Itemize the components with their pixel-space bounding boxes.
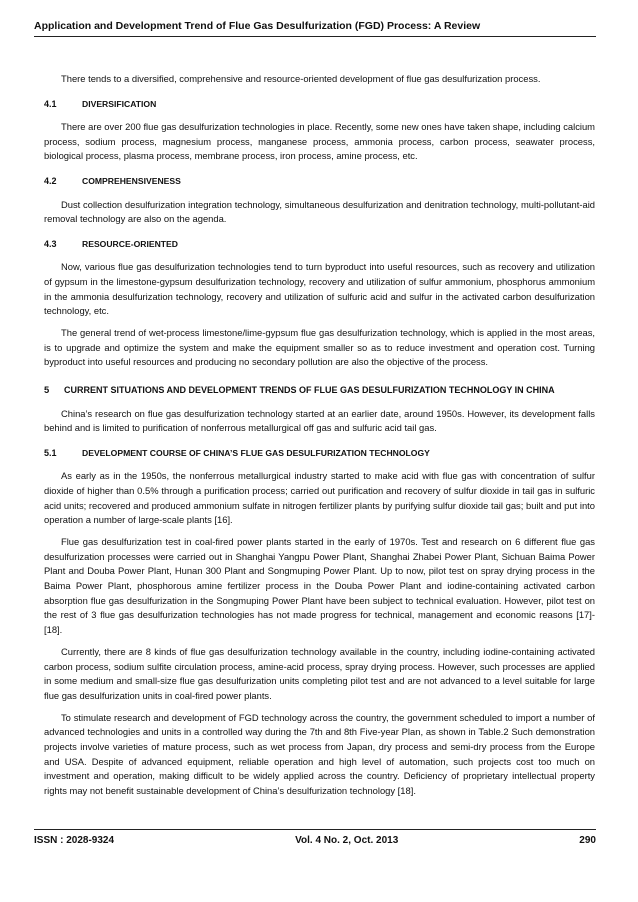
section-number: 5.1 — [44, 447, 57, 458]
section-title: DIVERSIFICATION — [82, 98, 157, 109]
paragraph: Currently, there are 8 kinds of flue gas desulfurization technology available in the country, including iodine-containing activated carbon process, sodium sulfite circulation process, amine-acid process, spray drying process. However, such processes are applied in some medium and small-size flue gas desulfurization units completing pilot test and are not advanced to a level suitable for large flue gas desulfurization units in coal-fired power plants. — [44, 645, 595, 701]
section-number: 4.3 — [44, 238, 57, 249]
paragraph: The general trend of wet-process limestone/lime-gypsum flue gas desulfurization technology, which is applied in the most areas, is to upgrade and optimize the system and make the equipment smaller so as to reduce investment and operation cost. Turning byproduct into useful resources and producing no secondary pollution are also the objective of the process. — [44, 327, 595, 368]
article-body — [44, 72, 595, 806]
paragraph: As early as in the 1950s, the nonferrous metallurgical industry started to make acid with flue gas with concentration of sulfur dioxide of higher than 0.5% through a purification process; carried out purification and recovery of sulfur dioxide in tail gas in sulfuric acid units; recovered and produced ammonium sulfate in nitrogen fertilizer plants by purifying sulfur dioxide tail gas; built and put into operation a number of large-scale plants [16]. — [44, 470, 595, 526]
paragraph: Flue gas desulfurization test in coal-fired power plants started in the early of 1970s. Test and research on 6 different flue gas desulfurization processes were carried out in Shanghai Yangpu Power Plant, Shanghai Zhabei Power Plant, Sichuan Baima Power Plant and Douba Power Plant, Hunan 300 Plant and Songmuping Power Plant. Up to now, pilot test on spray drying process in the Baima Power Plant, phosphorous amine fertilizer process in the Douba Power Plant and iodine-containing activated carbon absorption flue gas desulfurization in the Songmuping Power Plant have been subject to technical evaluation. However, pilot test on the rest of 3 flue gas desulfurization technologies has not made progress for technical, management and economic reasons [17]-[18]. — [44, 536, 595, 635]
paragraph: Now, various flue gas desulfurization technologies tend to turn byproduct into useful resources, such as recovery and utilization of gypsum in the limestone-gypsum desulfurization technology, recovery and utilization of sulfur ammonium, phosphorus ammonium in the ammonia desulfurization technology, recovery and utilization of sulfuric acid and sulfur in the activated carbon desulfurization technology, etc. — [44, 261, 595, 317]
section-heading-5 — [44, 383, 595, 398]
section-number: 4.2 — [44, 175, 57, 186]
section-title: DEVELOPMENT COURSE OF CHINA’S FLUE GAS DESULFURIZATION TECHNOLOGY — [82, 447, 430, 458]
page-number: 290 — [579, 835, 596, 846]
section-number: 4.1 — [44, 98, 57, 109]
running-header — [34, 20, 596, 37]
section-title: CURRENT SITUATIONS AND DEVELOPMENT TRENDS OF FLUE GAS DESULFURIZATION TECHNOLOGY IN CHINA — [64, 385, 555, 395]
section-heading-4-2 — [44, 174, 595, 189]
issn: ISSN : 2028-9324 — [34, 835, 115, 846]
volume-info: Vol. 4 No. 2, Oct. 2013 — [295, 835, 399, 846]
running-title: Application and Development Trend of Flue Gas Desulfurization (FGD) Process: A Review — [34, 20, 481, 32]
paragraph: Dust collection desulfurization integration technology, simultaneous desulfurization and denitration technology, multi-pollutant-aid removal technology are also on the agenda. — [44, 198, 595, 225]
section-heading-4-1 — [44, 97, 595, 112]
section-number: 5 — [44, 384, 50, 395]
intro-paragraph: There tends to a diversified, comprehensive and resource-oriented development of flue gas desulfurization process. — [61, 73, 541, 84]
page-footer — [34, 829, 596, 846]
section-heading-4-3 — [44, 237, 595, 252]
section-title: RESOURCE-ORIENTED — [82, 238, 178, 249]
paragraph: There are over 200 flue gas desulfurization technologies in place. Recently, some new ones have taken shape, including calcium process, sodium process, magnesium process, manganese process, ammonia process, carbon process, seawater process, biological process, plasma process, membrane process, iron process, amine process, etc. — [44, 121, 595, 162]
section-title: COMPREHENSIVENESS — [82, 175, 181, 186]
section-heading-5-1 — [44, 446, 595, 461]
paragraph: China’s research on flue gas desulfurization technology started at an earlier date, around 1950s. However, its development falls behind and is limited to purification of nonferrous metallurgical off gas and sulfuric acid tail gas. — [44, 407, 595, 434]
paragraph: To stimulate research and development of FGD technology across the country, the government scheduled to import a number of advanced technologies and units in a controlled way during the 7th and 8th Five-year Plan, as shown in Table.2 Such demonstration projects involve varieties of mature process, such as wet process from Japan, dry process and semi-dry process from the Europe and USA. Despite of advanced equipment, reliable operation and high level of automation, such projects cost too much on investment and operation, making difficult to be widely applied across the country. Deficiency of proprietary intellectual property rights may not benefit sustainable development of China’s desulfurization technology [18]. — [44, 711, 595, 796]
